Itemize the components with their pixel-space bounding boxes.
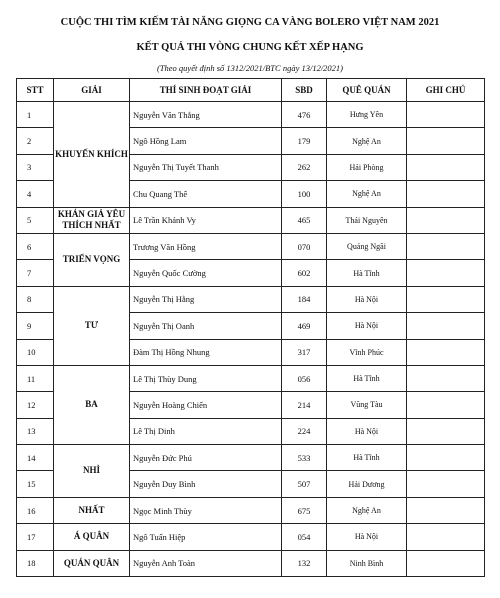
cell-notes [407, 524, 485, 550]
cell-hometown: Hà Tĩnh [327, 445, 407, 471]
cell-hometown: Hà Nội [327, 418, 407, 444]
cell-sbd: 224 [282, 418, 327, 444]
cell-hometown: Nghệ An [327, 181, 407, 207]
header-contestant: THÍ SINH ĐOẠT GIẢI [130, 79, 282, 102]
cell-hometown: Hà Tĩnh [327, 365, 407, 391]
header-award: GIẢI [54, 79, 130, 102]
results-table [16, 78, 485, 577]
cell-hometown: Quảng Ngãi [327, 233, 407, 259]
cell-hometown: Hà Nội [327, 286, 407, 312]
table-row [17, 497, 485, 523]
cell-award: KHÁN GIẢ YÊU THÍCH NHẤT [54, 207, 130, 233]
cell-stt: 11 [17, 365, 54, 391]
cell-notes [407, 550, 485, 576]
cell-hometown: Vũng Tàu [327, 392, 407, 418]
header-sbd: SBD [282, 79, 327, 102]
cell-notes [407, 471, 485, 497]
cell-contestant: Lê Thị Dinh [130, 418, 282, 444]
cell-contestant: Nguyễn Đức Phú [130, 445, 282, 471]
table-row [17, 207, 485, 233]
cell-notes [407, 181, 485, 207]
table-row [17, 365, 485, 391]
cell-stt: 7 [17, 260, 54, 286]
decision-note: (Theo quyết định số 1312/2021/BTC ngày 13/12/2021) [156, 63, 344, 73]
cell-hometown: Nghệ An [327, 128, 407, 154]
cell-stt: 5 [17, 207, 54, 233]
cell-hometown: Hà Tĩnh [327, 260, 407, 286]
cell-stt: 1 [17, 102, 54, 128]
cell-award: NHẤT [54, 497, 130, 523]
cell-stt: 6 [17, 233, 54, 259]
cell-sbd: 056 [282, 365, 327, 391]
cell-notes [407, 260, 485, 286]
cell-stt: 16 [17, 497, 54, 523]
cell-stt: 9 [17, 313, 54, 339]
cell-hometown: Nghệ An [327, 497, 407, 523]
cell-notes [407, 497, 485, 523]
cell-stt: 14 [17, 445, 54, 471]
cell-hometown: Thái Nguyên [327, 207, 407, 233]
cell-contestant: Nguyễn Thị Hằng [130, 286, 282, 312]
cell-stt: 15 [17, 471, 54, 497]
cell-sbd: 184 [282, 286, 327, 312]
cell-notes [407, 313, 485, 339]
cell-stt: 3 [17, 154, 54, 180]
cell-contestant: Nguyễn Thị Oanh [130, 313, 282, 339]
cell-contestant: Nguyễn Thị Tuyết Thanh [130, 154, 282, 180]
table-row [17, 102, 485, 128]
cell-stt: 10 [17, 339, 54, 365]
cell-contestant: Nguyễn Quốc Cường [130, 260, 282, 286]
document-subtitle: KẾT QUẢ THI VÒNG CHUNG KẾT XẾP HẠNG [136, 42, 364, 53]
cell-contestant: Nguyễn Anh Toàn [130, 550, 282, 576]
cell-stt: 12 [17, 392, 54, 418]
cell-contestant: Lê Trần Khánh Vy [130, 207, 282, 233]
cell-sbd: 100 [282, 181, 327, 207]
cell-stt: 17 [17, 524, 54, 550]
cell-contestant: Đàm Thị Hồng Nhung [130, 339, 282, 365]
cell-hometown: Hải Dương [327, 471, 407, 497]
header-hometown: QUÊ QUÁN [327, 79, 407, 102]
cell-sbd: 675 [282, 497, 327, 523]
header-stt: STT [17, 79, 54, 102]
cell-award: NHÌ [54, 445, 130, 498]
cell-sbd: 214 [282, 392, 327, 418]
cell-notes [407, 365, 485, 391]
cell-hometown: Hải Phòng [327, 154, 407, 180]
cell-contestant: Lê Thị Thùy Dung [130, 365, 282, 391]
table-row [17, 524, 485, 550]
table-row [17, 233, 485, 259]
cell-stt: 8 [17, 286, 54, 312]
cell-stt: 2 [17, 128, 54, 154]
table-row [17, 286, 485, 312]
cell-notes [407, 233, 485, 259]
cell-hometown: Ninh Bình [327, 550, 407, 576]
cell-hometown: Hà Nội [327, 524, 407, 550]
cell-sbd: 317 [282, 339, 327, 365]
table-row [17, 445, 485, 471]
cell-sbd: 054 [282, 524, 327, 550]
cell-award: KHUYẾN KHÍCH [54, 102, 130, 208]
cell-award: Á QUÂN [54, 524, 130, 550]
cell-notes [407, 286, 485, 312]
cell-notes [407, 102, 485, 128]
cell-sbd: 533 [282, 445, 327, 471]
document-title: CUỘC THI TÌM KIẾM TÀI NĂNG GIỌNG CA VÀNG BOLERO VIỆT NAM 2021 [60, 17, 440, 28]
cell-award: BA [54, 365, 130, 444]
cell-stt: 18 [17, 550, 54, 576]
cell-notes [407, 154, 485, 180]
cell-contestant: Ngô Tuấn Hiệp [130, 524, 282, 550]
cell-contestant: Nguyễn Duy Bình [130, 471, 282, 497]
cell-sbd: 507 [282, 471, 327, 497]
table-body [17, 102, 485, 577]
cell-contestant: Nguyễn Văn Thắng [130, 102, 282, 128]
cell-sbd: 070 [282, 233, 327, 259]
cell-notes [407, 339, 485, 365]
cell-hometown: Hà Nội [327, 313, 407, 339]
cell-notes [407, 392, 485, 418]
cell-notes [407, 418, 485, 444]
cell-contestant: Ngọc Minh Thùy [130, 497, 282, 523]
cell-hometown: Vĩnh Phúc [327, 339, 407, 365]
cell-sbd: 262 [282, 154, 327, 180]
table-header-row [17, 79, 485, 102]
cell-award: QUÁN QUÂN [54, 550, 130, 576]
cell-notes [407, 445, 485, 471]
cell-contestant: Nguyễn Hoàng Chiến [130, 392, 282, 418]
cell-contestant: Chu Quang Thế [130, 181, 282, 207]
cell-sbd: 132 [282, 550, 327, 576]
cell-stt: 13 [17, 418, 54, 444]
cell-contestant: Trương Văn Hồng [130, 233, 282, 259]
cell-award: TƯ [54, 286, 130, 365]
cell-contestant: Ngô Hồng Lam [130, 128, 282, 154]
cell-hometown: Hưng Yên [327, 102, 407, 128]
cell-notes [407, 207, 485, 233]
cell-award: TRIỂN VỌNG [54, 233, 130, 286]
cell-sbd: 465 [282, 207, 327, 233]
header-notes: GHI CHÚ [407, 79, 485, 102]
cell-notes [407, 128, 485, 154]
cell-sbd: 179 [282, 128, 327, 154]
cell-stt: 4 [17, 181, 54, 207]
table-row [17, 550, 485, 576]
cell-sbd: 476 [282, 102, 327, 128]
cell-sbd: 469 [282, 313, 327, 339]
cell-sbd: 602 [282, 260, 327, 286]
